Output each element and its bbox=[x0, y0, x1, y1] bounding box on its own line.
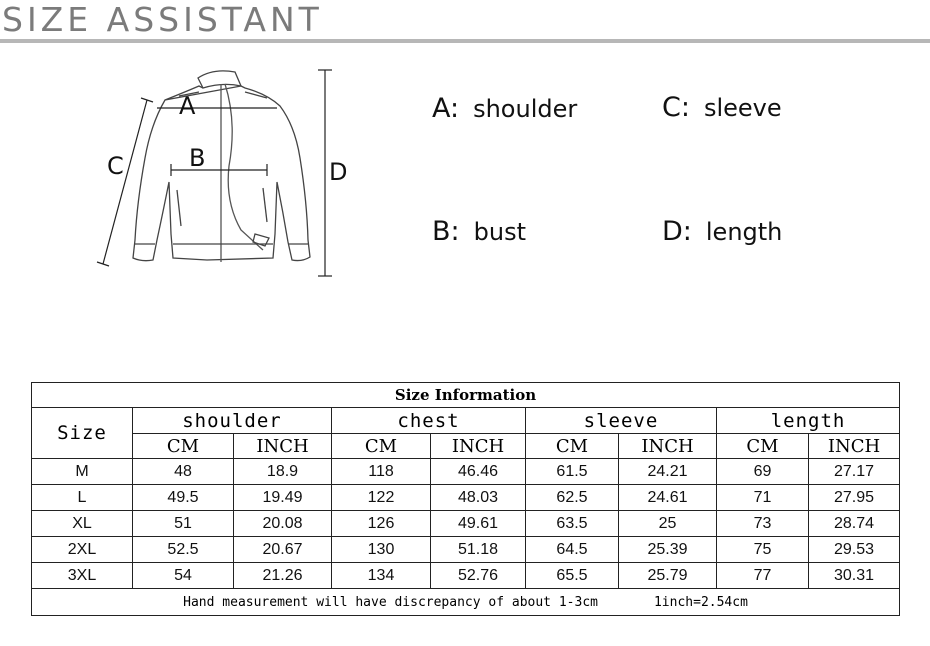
value-cell: 27.95 bbox=[809, 485, 900, 511]
value-cell: 51 bbox=[133, 511, 234, 537]
value-cell: 69 bbox=[717, 459, 809, 485]
value-cell: 65.5 bbox=[526, 563, 619, 589]
value-cell: 77 bbox=[717, 563, 809, 589]
unit-header: CM bbox=[526, 434, 619, 459]
value-cell: 134 bbox=[332, 563, 431, 589]
value-cell: 130 bbox=[332, 537, 431, 563]
size-rows bbox=[32, 459, 900, 589]
size-information-table bbox=[31, 382, 900, 616]
value-cell: 30.31 bbox=[809, 563, 900, 589]
value-cell: 62.5 bbox=[526, 485, 619, 511]
legend-key: D: bbox=[662, 216, 692, 247]
unit-header: CM bbox=[717, 434, 809, 459]
value-cell: 61.5 bbox=[526, 459, 619, 485]
unit-header: CM bbox=[332, 434, 431, 459]
table-row bbox=[32, 563, 900, 589]
legend-key: C: bbox=[662, 92, 690, 123]
legend-label: bust bbox=[473, 218, 526, 246]
value-cell: 20.67 bbox=[234, 537, 332, 563]
size-column-header: Size bbox=[32, 408, 133, 459]
group-header-shoulder: shoulder bbox=[133, 408, 332, 434]
value-cell: 49.61 bbox=[431, 511, 526, 537]
table-note bbox=[32, 589, 900, 616]
value-cell: 29.53 bbox=[809, 537, 900, 563]
value-cell: 48 bbox=[133, 459, 234, 485]
jacket-diagram bbox=[95, 62, 365, 282]
jacket-collar bbox=[198, 71, 241, 88]
header-divider bbox=[0, 39, 930, 43]
group-header-length: length bbox=[717, 408, 900, 434]
value-cell: 75 bbox=[717, 537, 809, 563]
size-cell: L bbox=[32, 485, 133, 511]
value-cell: 25.79 bbox=[619, 563, 717, 589]
unit-header: INCH bbox=[234, 434, 332, 459]
value-cell: 25.39 bbox=[619, 537, 717, 563]
value-cell: 54 bbox=[133, 563, 234, 589]
table-row bbox=[32, 537, 900, 563]
group-header-chest: chest bbox=[332, 408, 526, 434]
label-c: C bbox=[107, 152, 124, 180]
unit-header: INCH bbox=[619, 434, 717, 459]
group-header-sleeve: sleeve bbox=[526, 408, 717, 434]
value-cell: 20.08 bbox=[234, 511, 332, 537]
value-cell: 122 bbox=[332, 485, 431, 511]
value-cell: 48.03 bbox=[431, 485, 526, 511]
value-cell: 21.26 bbox=[234, 563, 332, 589]
value-cell: 27.17 bbox=[809, 459, 900, 485]
value-cell: 46.46 bbox=[431, 459, 526, 485]
value-cell: 51.18 bbox=[431, 537, 526, 563]
legend-label: sleeve bbox=[703, 94, 782, 122]
legend-bust bbox=[432, 216, 526, 247]
value-cell: 24.61 bbox=[619, 485, 717, 511]
discrepancy-note: Hand measurement will have discrepancy of about 1-3cm bbox=[183, 594, 598, 610]
value-cell: 18.9 bbox=[234, 459, 332, 485]
legend-shoulder bbox=[432, 93, 577, 124]
legend-length bbox=[662, 216, 782, 247]
value-cell: 25 bbox=[619, 511, 717, 537]
value-cell: 63.5 bbox=[526, 511, 619, 537]
page-title: SIZE ASSISTANT bbox=[2, 0, 323, 39]
table-row bbox=[32, 511, 900, 537]
table-caption: Size Information bbox=[32, 383, 900, 408]
value-cell: 49.5 bbox=[133, 485, 234, 511]
value-cell: 19.49 bbox=[234, 485, 332, 511]
label-d: D bbox=[329, 158, 348, 186]
legend-key: B: bbox=[432, 216, 460, 247]
size-cell: 2XL bbox=[32, 537, 133, 563]
value-cell: 73 bbox=[717, 511, 809, 537]
value-cell: 71 bbox=[717, 485, 809, 511]
table-row bbox=[32, 485, 900, 511]
label-a: A bbox=[179, 92, 196, 120]
legend-label: length bbox=[705, 218, 783, 246]
unit-header: INCH bbox=[431, 434, 526, 459]
table-row bbox=[32, 459, 900, 485]
value-cell: 126 bbox=[332, 511, 431, 537]
size-cell: M bbox=[32, 459, 133, 485]
value-cell: 28.74 bbox=[809, 511, 900, 537]
value-cell: 118 bbox=[332, 459, 431, 485]
legend-key: A: bbox=[432, 93, 460, 124]
legend-sleeve bbox=[662, 92, 782, 123]
value-cell: 52.5 bbox=[133, 537, 234, 563]
conversion-note: 1inch=2.54cm bbox=[653, 594, 748, 610]
value-cell: 24.21 bbox=[619, 459, 717, 485]
value-cell: 52.76 bbox=[431, 563, 526, 589]
unit-header: INCH bbox=[809, 434, 900, 459]
size-cell: 3XL bbox=[32, 563, 133, 589]
label-b: B bbox=[189, 144, 206, 172]
size-cell: XL bbox=[32, 511, 133, 537]
value-cell: 64.5 bbox=[526, 537, 619, 563]
unit-header: CM bbox=[133, 434, 234, 459]
legend-label: shoulder bbox=[473, 95, 578, 123]
